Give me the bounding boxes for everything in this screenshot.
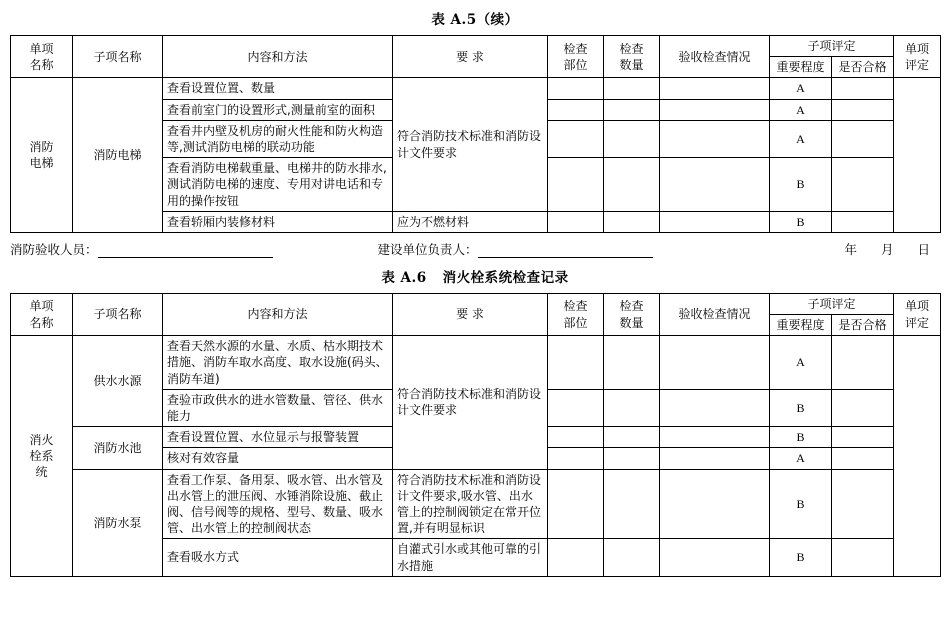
check-location-cell <box>548 336 604 390</box>
requirement-cell: 自灌式引水或其他可靠的引水措施 <box>393 539 548 576</box>
acceptance-cell <box>660 99 770 120</box>
table-row <box>11 469 941 539</box>
construction-unit-label: 建设单位负责人： <box>377 241 478 257</box>
check-location-cell <box>548 539 604 576</box>
check-location-cell <box>548 427 604 448</box>
qualified-cell <box>832 120 894 157</box>
table-a5 <box>10 35 941 233</box>
qualified-cell <box>832 448 894 469</box>
header-qualified: 是否合格 <box>832 315 894 336</box>
signature-line <box>10 238 940 258</box>
content-cell: 查看设置位置、数量 <box>163 78 393 99</box>
check-quantity-cell <box>604 448 660 469</box>
importance-cell: A <box>770 99 832 120</box>
signature-date: 年 月 日 <box>844 241 940 257</box>
header-requirement: 要 求 <box>393 36 548 78</box>
importance-cell: A <box>770 448 832 469</box>
item-rating-cell <box>894 336 941 576</box>
table-row <box>11 78 941 99</box>
importance-cell: B <box>770 427 832 448</box>
header-sub-item-name: 子项名称 <box>73 36 163 78</box>
acceptance-personnel-label: 消防验收人员： <box>10 241 98 257</box>
acceptance-cell <box>660 211 770 232</box>
header-item-name: 单项 名称 <box>11 293 73 335</box>
table-a5-header-row-1 <box>11 36 941 57</box>
requirement-cell: 符合消防技术标准和消防设计文件要求 <box>393 78 548 211</box>
header-importance: 重要程度 <box>770 315 832 336</box>
content-cell: 查看前室门的设置形式,测量前室的面积 <box>163 99 393 120</box>
requirement-cell: 应为不燃材料 <box>393 211 548 232</box>
header-check-quantity: 检查 数量 <box>604 293 660 335</box>
header-check-location: 检查 部位 <box>548 293 604 335</box>
check-location-cell <box>548 120 604 157</box>
acceptance-cell <box>660 539 770 576</box>
table-a6-title: 表 A.6 消火栓系统检查记录 <box>381 269 569 286</box>
qualified-cell <box>832 389 894 426</box>
check-location-cell <box>548 389 604 426</box>
table-row <box>11 336 941 390</box>
document-page <box>0 8 950 636</box>
header-acceptance-status: 验收检查情况 <box>660 36 770 78</box>
header-acceptance-status: 验收检查情况 <box>660 293 770 335</box>
table-a5-title: 表 A.5（续） <box>431 12 519 28</box>
item-name-cell: 消火 栓系 统 <box>11 336 73 576</box>
header-item-rating: 单项 评定 <box>894 293 941 335</box>
item-name-cell: 消防 电梯 <box>11 78 73 233</box>
qualified-cell <box>832 78 894 99</box>
importance-cell: B <box>770 539 832 576</box>
check-location-cell <box>548 158 604 212</box>
content-cell: 查看轿厢内装修材料 <box>163 211 393 232</box>
requirement-cell: 符合消防技术标准和消防设计文件要求 <box>393 336 548 469</box>
check-location-cell <box>548 448 604 469</box>
header-importance: 重要程度 <box>770 57 832 78</box>
check-quantity-cell <box>604 539 660 576</box>
construction-unit-field[interactable] <box>478 245 653 258</box>
acceptance-cell <box>660 427 770 448</box>
acceptance-cell <box>660 469 770 539</box>
acceptance-cell <box>660 448 770 469</box>
check-location-cell <box>548 469 604 539</box>
check-quantity-cell <box>604 99 660 120</box>
item-rating-cell <box>894 78 941 233</box>
content-cell: 查验市政供水的进水管数量、管径、供水能力 <box>163 389 393 426</box>
table-a6 <box>10 293 941 577</box>
header-content-method: 内容和方法 <box>163 293 393 335</box>
check-quantity-cell <box>604 469 660 539</box>
table-a6-header-row-1 <box>11 293 941 314</box>
qualified-cell <box>832 539 894 576</box>
acceptance-cell <box>660 78 770 99</box>
qualified-cell <box>832 469 894 539</box>
check-quantity-cell <box>604 78 660 99</box>
header-item-rating: 单项 评定 <box>894 36 941 78</box>
header-check-quantity: 检查 数量 <box>604 36 660 78</box>
acceptance-cell <box>660 158 770 212</box>
header-sub-item-name: 子项名称 <box>73 293 163 335</box>
header-sub-item-rating: 子项评定 <box>770 36 894 57</box>
check-location-cell <box>548 99 604 120</box>
check-quantity-cell <box>604 158 660 212</box>
table-a6-name: 消火栓系统检查记录 <box>442 269 569 286</box>
content-cell: 查看工作泵、备用泵、吸水管、出水管及出水管上的泄压阀、水锤消除设施、截止阀、信号阀等的规格、型号、数量、吸水管、出水管上的控制阀状态 <box>163 469 393 539</box>
qualified-cell <box>832 336 894 390</box>
header-qualified: 是否合格 <box>832 57 894 78</box>
acceptance-cell <box>660 389 770 426</box>
check-location-cell <box>548 78 604 99</box>
importance-cell: B <box>770 158 832 212</box>
check-quantity-cell <box>604 336 660 390</box>
sub-item-name-cell: 消防水泵 <box>73 469 163 576</box>
content-cell: 查看天然水源的水量、水质、枯水期技术措施、消防车取水高度、取水设施(码头、消防车道) <box>163 336 393 390</box>
acceptance-cell <box>660 120 770 157</box>
header-item-name: 单项 名称 <box>11 36 73 78</box>
check-quantity-cell <box>604 120 660 157</box>
header-content-method: 内容和方法 <box>163 36 393 78</box>
importance-cell: A <box>770 78 832 99</box>
sub-item-name-cell: 供水水源 <box>73 336 163 427</box>
content-cell: 查看消防电梯载重量、电梯井的防水排水,测试消防电梯的速度、专用对讲电话和专用的操作按钮 <box>163 158 393 212</box>
content-cell: 查看吸水方式 <box>163 539 393 576</box>
acceptance-personnel-field[interactable] <box>98 245 273 258</box>
header-sub-item-rating: 子项评定 <box>770 293 894 314</box>
importance-cell: A <box>770 336 832 390</box>
check-location-cell <box>548 211 604 232</box>
acceptance-cell <box>660 336 770 390</box>
content-cell: 查看设置位置、水位显示与报警装置 <box>163 427 393 448</box>
content-cell: 查看井内壁及机房的耐火性能和防火构造等,测试消防电梯的联动功能 <box>163 120 393 157</box>
check-quantity-cell <box>604 427 660 448</box>
check-quantity-cell <box>604 211 660 232</box>
qualified-cell <box>832 211 894 232</box>
sub-item-name-cell: 消防电梯 <box>73 78 163 233</box>
importance-cell: A <box>770 120 832 157</box>
requirement-cell: 符合消防技术标准和消防设计文件要求,吸水管、出水管上的控制阀锁定在常开位置,并有明显标识 <box>393 469 548 539</box>
check-quantity-cell <box>604 389 660 426</box>
sub-item-name-cell: 消防水池 <box>73 427 163 469</box>
importance-cell: B <box>770 211 832 232</box>
header-check-location: 检查 部位 <box>548 36 604 78</box>
content-cell: 核对有效容量 <box>163 448 393 469</box>
qualified-cell <box>832 158 894 212</box>
header-requirement: 要 求 <box>393 293 548 335</box>
importance-cell: B <box>770 389 832 426</box>
qualified-cell <box>832 427 894 448</box>
qualified-cell <box>832 99 894 120</box>
importance-cell: B <box>770 469 832 539</box>
